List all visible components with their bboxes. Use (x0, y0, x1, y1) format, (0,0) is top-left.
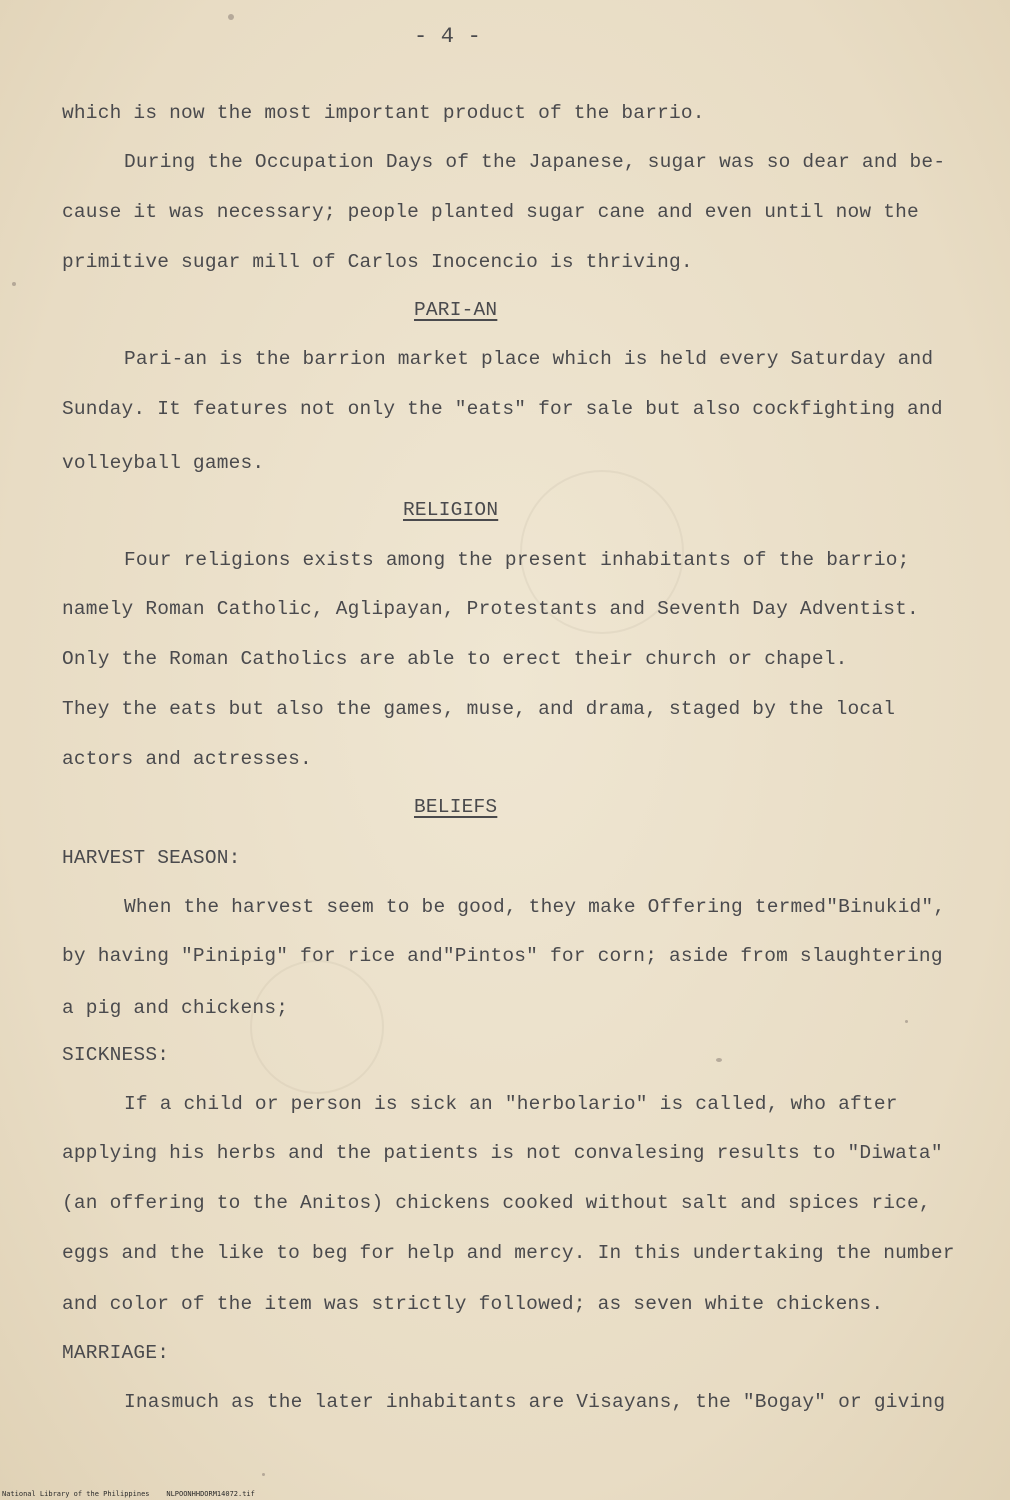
section-heading-pari-an: PARI-AN (414, 299, 498, 321)
body-line: primitive sugar mill of Carlos Inocencio is thriving. (62, 251, 693, 273)
paper-speck (12, 282, 16, 286)
archive-footer: National Library of the Philippines NLPOONHHDORM14072.tif (2, 1490, 255, 1498)
body-line: and color of the item was strictly followed; as seven white chickens. (62, 1293, 884, 1315)
body-line: a pig and chickens; (62, 997, 289, 1019)
body-line: applying his herbs and the patients is not convalesing results to "Diwata" (62, 1142, 943, 1164)
body-line: namely Roman Catholic, Aglipayan, Protestants and Seventh Day Adventist. (62, 598, 919, 620)
paper-speck (262, 1473, 265, 1476)
body-line: eggs and the like to beg for help and mercy. In this undertaking the number (62, 1242, 955, 1264)
body-line: volleyball games. (62, 452, 265, 474)
body-line: which is now the most important product of the barrio. (62, 102, 705, 124)
body-line: Only the Roman Catholics are able to erect their church or chapel. (62, 648, 848, 670)
body-line: cause it was necessary; people planted sugar cane and even until now the (62, 201, 919, 223)
body-line: by having "Pinipig" for rice and"Pintos" for corn; aside from slaughtering (62, 945, 943, 967)
section-heading-religion: RELIGION (403, 499, 499, 521)
body-line: Pari-an is the barrion market place which is held every Saturday and (124, 348, 934, 370)
body-line: (an offering to the Anitos) chickens cooked without salt and spices rice, (62, 1192, 931, 1214)
body-line: When the harvest seem to be good, they make Offering termed"Binukid", (124, 896, 946, 918)
body-line: They the eats but also the games, muse, and drama, staged by the local (62, 698, 896, 720)
paper-speck (228, 14, 234, 20)
paper-stain (250, 960, 384, 1094)
paper-speck (716, 1058, 722, 1062)
subheading-sickness: SICKNESS: (62, 1044, 170, 1066)
paper-speck (905, 1020, 908, 1023)
subheading-harvest-season: HARVEST SEASON: (62, 847, 241, 869)
section-heading-beliefs: BELIEFS (414, 796, 498, 818)
body-line: During the Occupation Days of the Japanese, sugar was so dear and be- (124, 151, 946, 173)
body-line: Sunday. It features not only the "eats" for sale but also cockfighting and (62, 398, 943, 420)
page-number: - 4 - (414, 24, 482, 49)
body-line: If a child or person is sick an "herbolario" is called, who after (124, 1093, 898, 1115)
body-line: actors and actresses. (62, 748, 312, 770)
body-line: Four religions exists among the present inhabitants of the barrio; (124, 549, 910, 571)
subheading-marriage: MARRIAGE: (62, 1342, 170, 1364)
body-line: Inasmuch as the later inhabitants are Visayans, the "Bogay" or giving (124, 1391, 946, 1413)
